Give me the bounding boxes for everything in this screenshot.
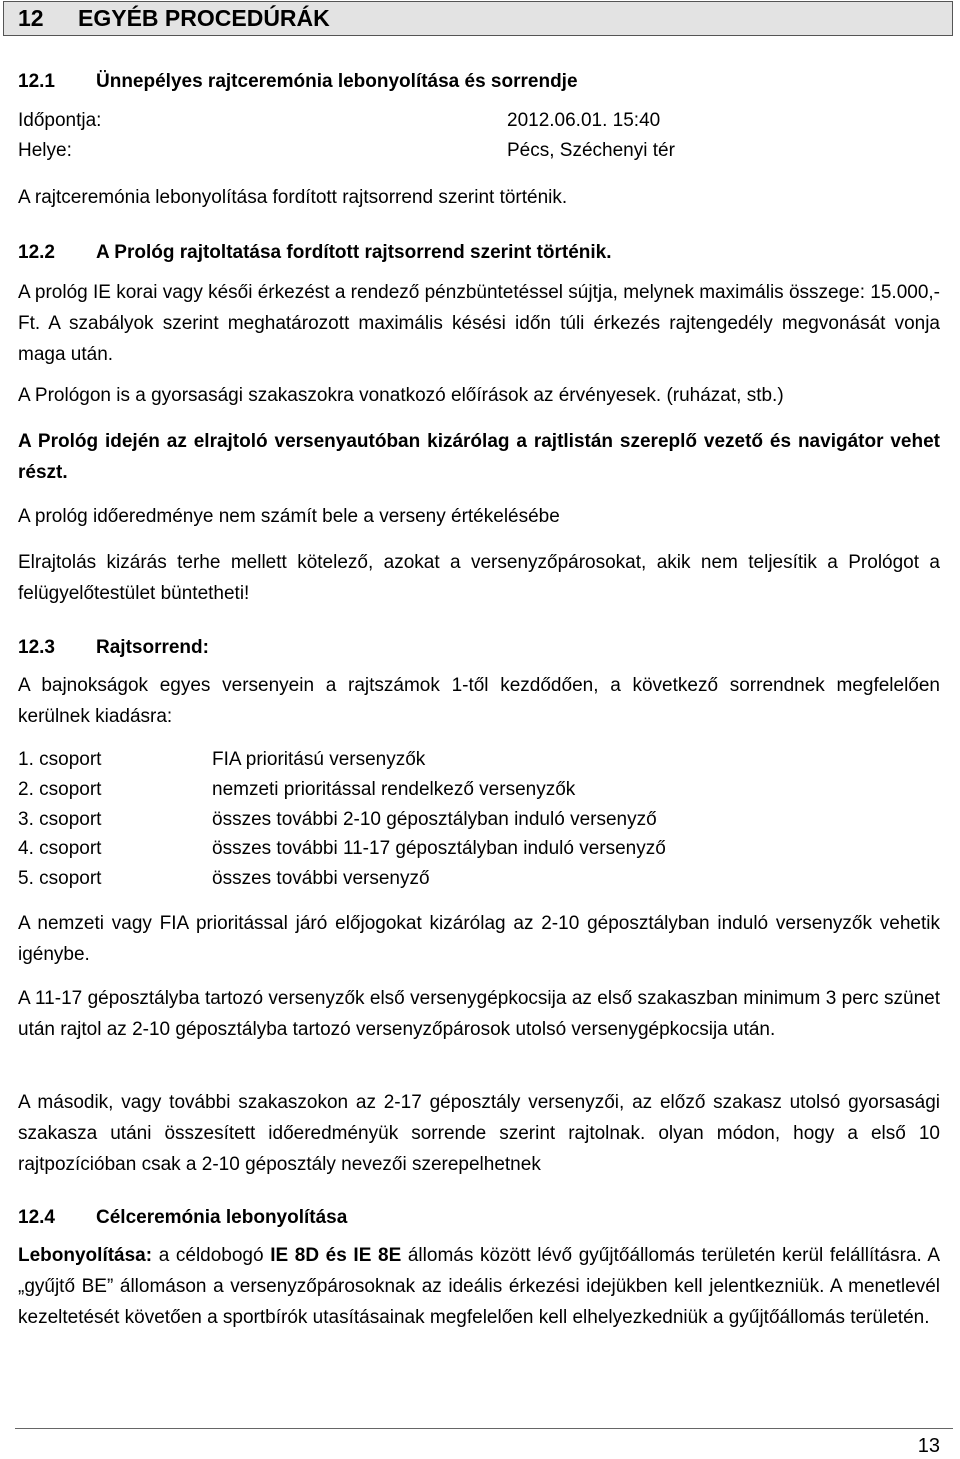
start-order-paragraph-1: A nemzeti vagy FIA prioritással járó előjogokat kizárólag az 2-10 géposztályban induló versenyzők vehetik igénybe.: [18, 913, 940, 965]
group-desc: összes további 2-10 géposztályban induló versenyző: [212, 809, 657, 830]
time-label: Időpontja:: [18, 110, 102, 131]
section-12-4-heading: [18, 1207, 347, 1229]
group-label: 2. csoport: [18, 779, 102, 800]
section-title: Ünnepélyes rajtceremónia lebonyolítása és sorrendje: [96, 71, 578, 92]
chapter-number: 12: [18, 5, 44, 31]
ceremony-note: A rajtceremónia lebonyolítása fordított rajtsorrend szerint történik.: [18, 187, 568, 208]
group-desc: FIA prioritású versenyzők: [212, 749, 426, 770]
section-title: A Prológ rajtoltatása fordított rajtsorrend szerint történik.: [96, 242, 612, 263]
group-label: 5. csoport: [18, 868, 102, 889]
lead-label: Lebonyolítása:: [18, 1245, 153, 1266]
chapter-title: EGYÉB PROCEDÚRÁK: [78, 5, 330, 31]
prolog-paragraph-4: A prológ időeredménye nem számít bele a verseny értékelésébe: [18, 506, 560, 527]
prolog-paragraph-1: A prológ IE korai vagy késői érkezést a rendező pénzbüntetéssel sújtja, melynek maximális összege: 15.000,- Ft. A szabályok szerint meghatározott maximális késési időn túli érkezés rajtengedély megvonását vonja maga után.: [18, 282, 940, 365]
start-order-paragraph-3: A második, vagy további szakaszokon az 2-17 géposztály versenyzői, az előző szakasz utolsó gyorsasági szakasza utáni összesített időeredményük sorrende szerint rajtolnak. olyan módon, hogy a első 10 rajtpozícióban csak a 2-10 géposztály nevezői szerepelhetnek: [18, 1092, 940, 1175]
section-title: Célceremónia lebonyolítása: [96, 1207, 348, 1228]
place-label: Helye:: [18, 140, 72, 161]
start-order-paragraph-2: A 11-17 géposztályba tartozó versenyzők első versenygépkocsija az első szakaszban minimum 3 perc szünet után rajtol az 2-10 géposztályba tartozó versenyzőpárosok utolsó versenygépkocsija után.: [18, 988, 940, 1040]
prolog-paragraph-3: A Prológ idején az elrajtoló versenyautóban kizárólag a rajtlistán szereplő vezető és navigátor vehet részt.: [18, 431, 940, 483]
section-12-1-heading: [18, 71, 578, 93]
group-label: 1. csoport: [18, 749, 102, 770]
place-value: Pécs, Széchenyi tér: [507, 140, 675, 161]
chapter-heading: [3, 1, 953, 36]
footer-divider: [15, 1428, 953, 1429]
text-segment: állomás között lévő gyűjtőállomás területén kerül felállításra. A „gyűjtő BE” állomáson a versenyzőpárosoknak az ideális érkezési idejükben kell jelentkezniük. A menetlevél kezeltetését követően a sportbírók utasításainak megfelelően kell elhelyezkedniük a gyűjtőállomás területén.: [18, 1245, 941, 1328]
section-title: Rajtsorrend:: [96, 637, 209, 658]
section-12-2-heading: [18, 242, 612, 264]
start-order-intro: A bajnokságok egyes versenyein a rajtszámok 1-től kezdődően, a következő sorrendnek megfelelően kerülnek kiadásra:: [18, 675, 940, 727]
prolog-paragraph-2: A Prológon is a gyorsasági szakaszokra vonatkozó előírások az érvényesek. (ruházat, stb.): [18, 385, 784, 406]
list-item: [18, 749, 425, 771]
text-segment: a céldobogó: [152, 1245, 271, 1266]
finish-ceremony-paragraph: [18, 1240, 940, 1333]
section-12-3-heading: [18, 637, 209, 659]
time-value: 2012.06.01. 15:40: [507, 110, 661, 131]
group-desc: nemzeti prioritással rendelkező versenyzők: [212, 779, 576, 800]
list-item: [18, 779, 575, 801]
section-number: 12.4: [18, 1207, 55, 1228]
group-desc: összes további versenyző: [212, 868, 430, 889]
group-desc: összes további 11-17 géposztályban induló versenyző: [212, 838, 666, 859]
page-number: 13: [917, 1435, 940, 1457]
section-number: 12.1: [18, 71, 55, 92]
section-number: 12.3: [18, 637, 55, 658]
station-codes: IE 8D és IE 8E: [270, 1245, 402, 1266]
list-item: [18, 868, 430, 890]
group-label: 3. csoport: [18, 809, 102, 830]
list-item: [18, 838, 666, 860]
list-item: [18, 809, 657, 831]
prolog-paragraph-5: Elrajtolás kizárás terhe mellett kötelező, azokat a versenyzőpárosokat, akik nem teljesítik a Prológot a felügyelőtestület büntetheti!: [18, 552, 940, 604]
group-label: 4. csoport: [18, 838, 102, 859]
section-number: 12.2: [18, 242, 55, 263]
